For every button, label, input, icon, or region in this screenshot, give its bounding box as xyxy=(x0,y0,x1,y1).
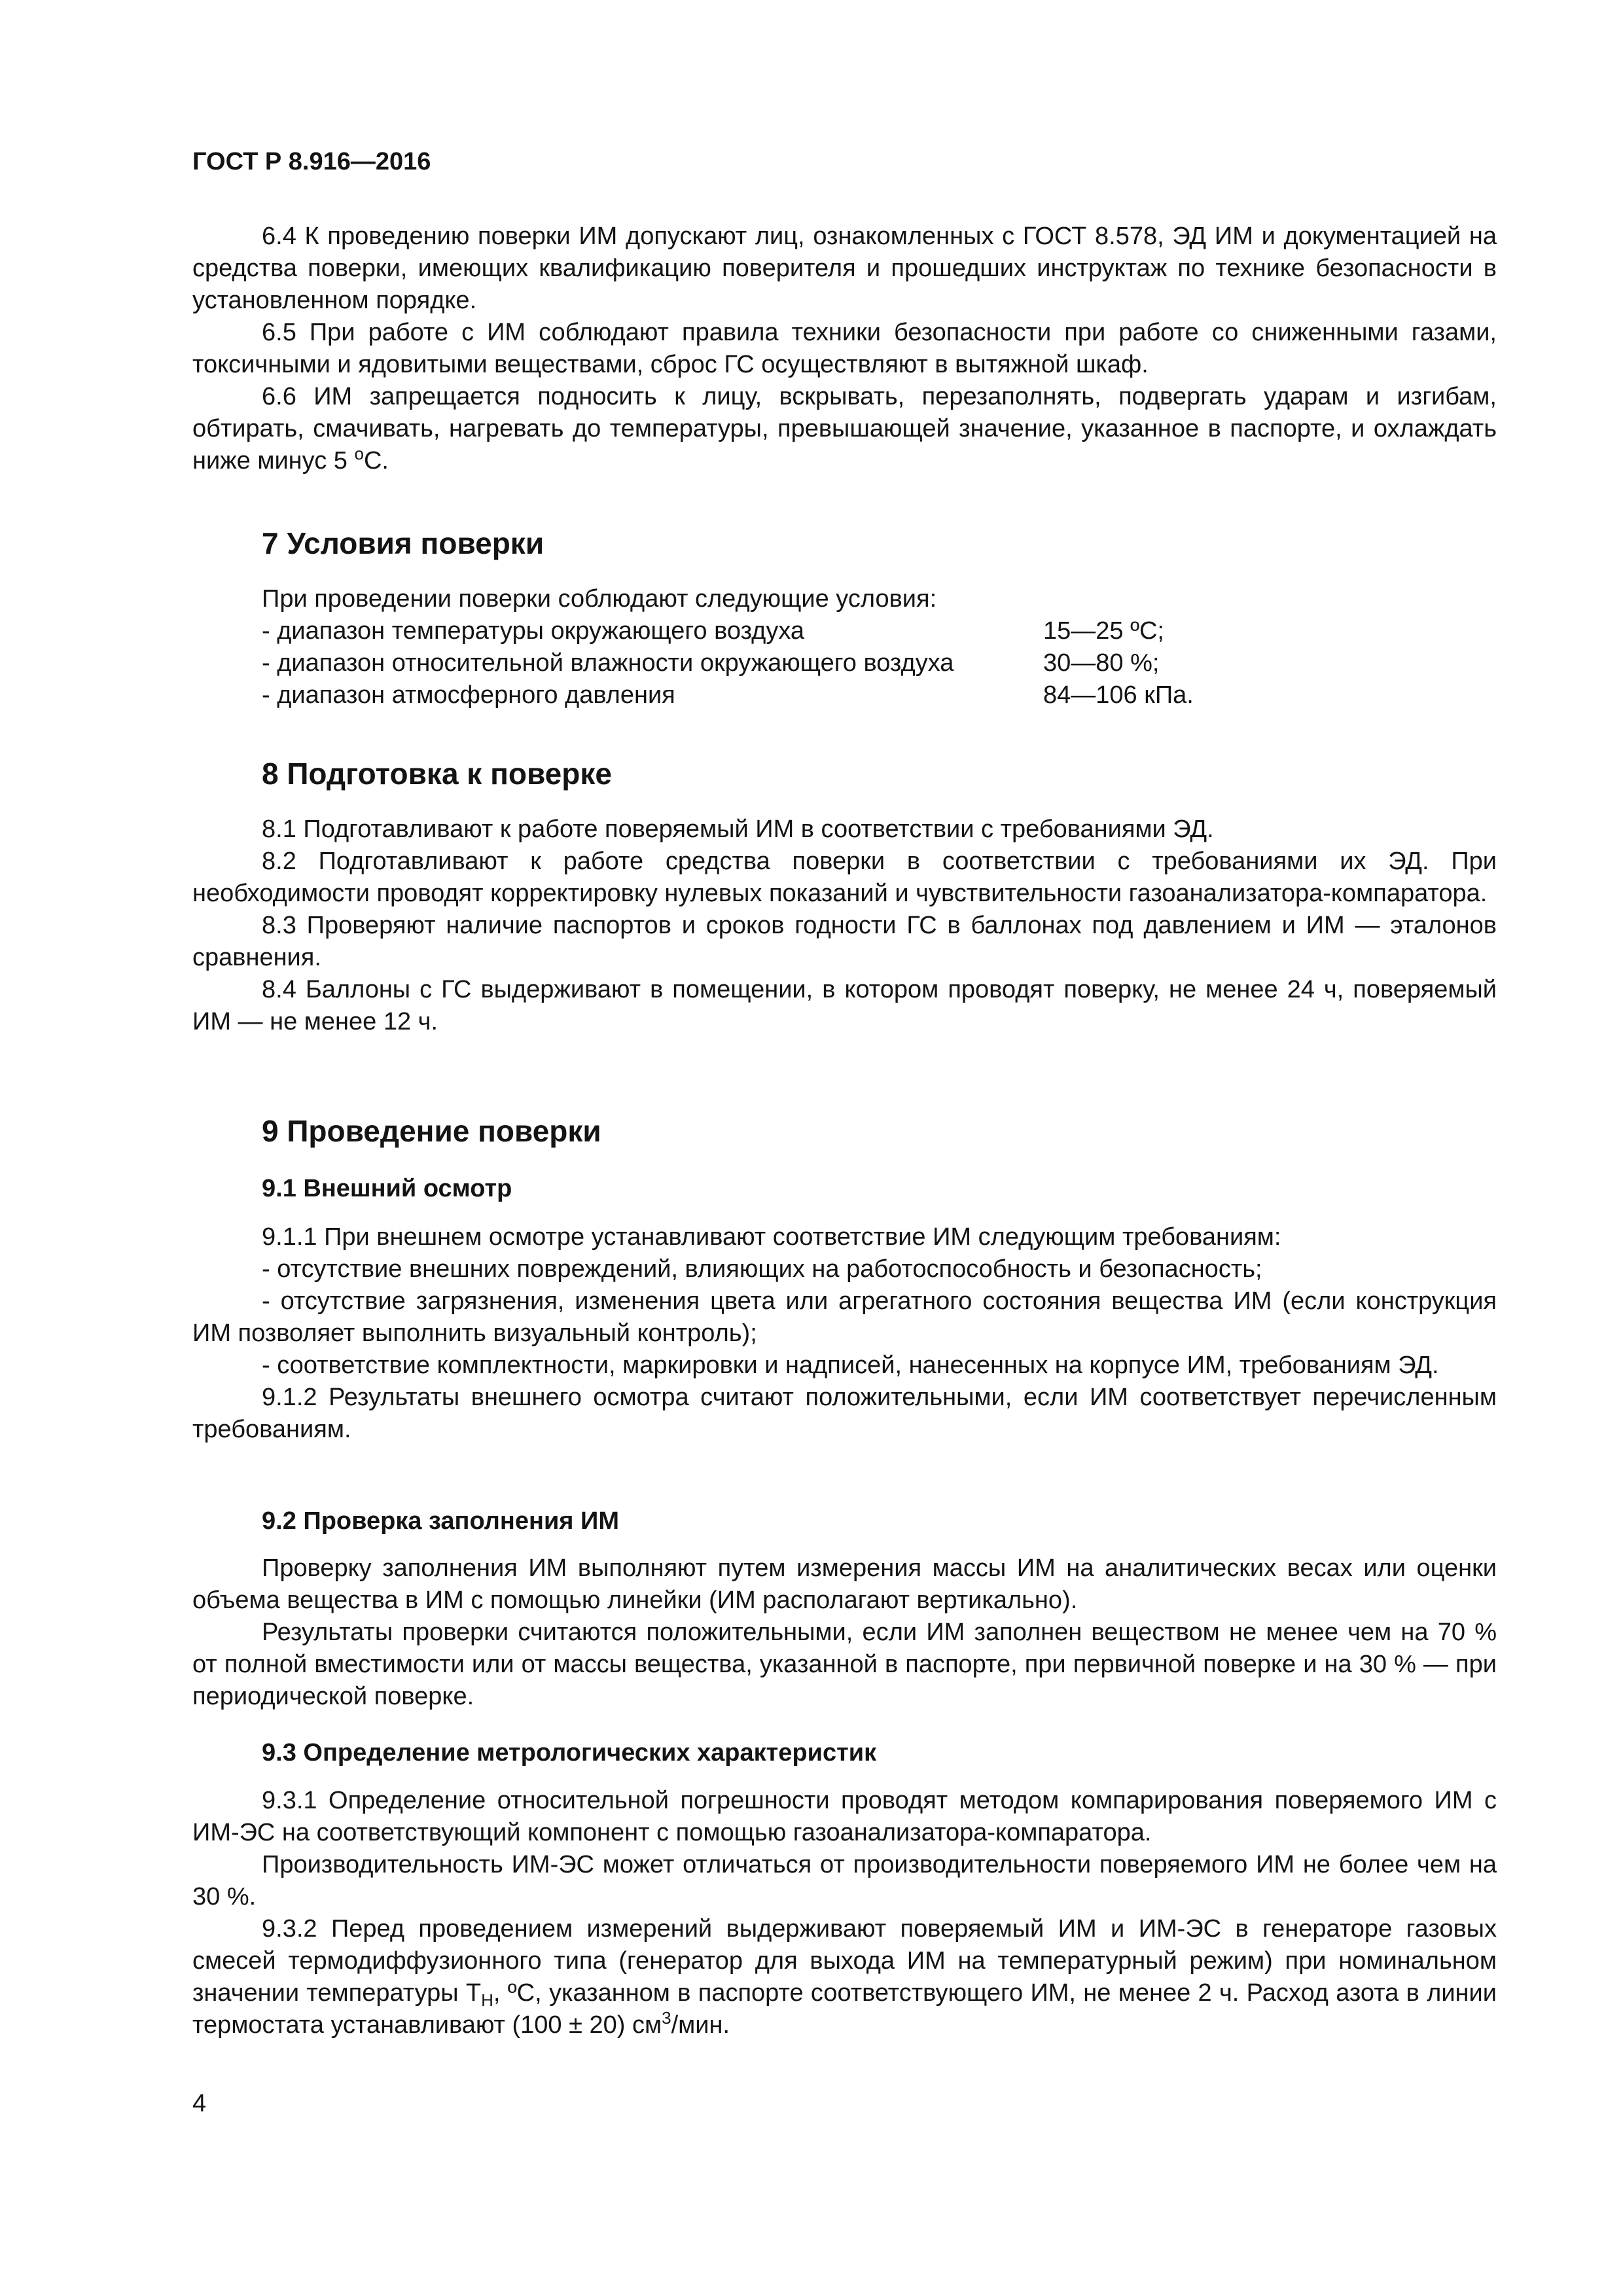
paragraph-8-1: 8.1 Подготавливают к работе поверяемый ИМ в соответствии с требованиями ЭД. xyxy=(262,816,1214,843)
condition-label: - диапазон атмосферного давления xyxy=(262,681,675,709)
section-9-2 xyxy=(192,1505,1497,1537)
conditions-intro: При проведении поверки соблюдают следующие условия: xyxy=(262,585,937,613)
paragraph-6-5: 6.5 При работе с ИМ соблюдают правила техники безопасности при работе со сниженными газами, токсичными и ядовитыми веществами, сброс ГС осуществляют в вытяжной шкаф. xyxy=(192,319,1497,378)
subsection-9-1-title: 9.1 Внешний осмотр xyxy=(262,1175,512,1202)
subsection-9-2-title: 9.2 Проверка заполнения ИМ xyxy=(262,1507,620,1535)
section-9-3 xyxy=(192,1737,1497,1769)
section-9-3-body xyxy=(192,1785,1497,2041)
paragraph-6-6 xyxy=(192,381,1497,477)
paragraph-9-3-2-text-a: 9.3.2 Перед проведением измерений выдерживают поверяемый ИМ и ИМ-ЭС в генераторе газовых смесей термодиффузионного типа (генератор для выхода ИМ на температурный режим) при номинальном значении температуры T xyxy=(192,1915,1497,2007)
paragraph-6-6-text: 6.6 ИМ запрещается подносить к лицу, вскрывать, перезаполнять, подвергать ударам и изгибам, обтирать, смачивать, нагревать до температуры, превышающей значение, указанное в паспорте, и охлаждать ниже минус 5 xyxy=(192,383,1497,475)
page-number: 4 xyxy=(192,2090,207,2117)
paragraph-9-1-2: 9.1.2 Результаты внешнего осмотра считают положительными, если ИМ соответствует перечисленным требованиям. xyxy=(192,1384,1497,1443)
section-9-1-body xyxy=(192,1221,1497,1446)
degree-superscript: о xyxy=(354,444,364,463)
paragraph-9-3-1: 9.3.1 Определение относительной погрешности проводят методом компарирования поверяемого ИМ с ИМ-ЭС на соответствующий компонент с помощью газоанализатора-компаратора. xyxy=(192,1787,1497,1846)
bullet-item: - отсутствие внешних повреждений, влияющих на работоспособность и безопасность; xyxy=(262,1255,1262,1283)
section-7-title: 7 Условия поверки xyxy=(262,526,544,560)
paragraph-9-1-1: 9.1.1 При внешнем осмотре устанавливают соответствие ИМ следующим требованиям: xyxy=(262,1223,1281,1251)
paragraph-9-3-2-text-c: /мин. xyxy=(671,2011,730,2039)
section-8-body xyxy=(192,814,1497,1038)
section-6-continued xyxy=(192,221,1497,477)
section-7-body xyxy=(192,583,1497,711)
section-9-title: 9 Проведение поверки xyxy=(262,1114,601,1148)
paragraph-6-6-unit: С. xyxy=(363,447,389,475)
nominal-subscript: Н xyxy=(481,1990,493,2010)
paragraph-9-2-1: Проверку заполнения ИМ выполняют путем измерения массы ИМ на аналитических весах или оценки объема вещества в ИМ с помощью линейки (ИМ располагают вертикально). xyxy=(192,1554,1497,1614)
bullet-item: - соответствие комплектности, маркировки и надписей, нанесенных на корпусе ИМ, требованиям ЭД. xyxy=(262,1352,1439,1379)
paragraph-8-2: 8.2 Подготавливают к работе средства поверки в соответствии с требованиями их ЭД. При необходимости проводят корректировку нулевых показаний и чувствительности газоанализатора-компаратора. xyxy=(192,848,1497,907)
section-8 xyxy=(192,754,1497,793)
paragraph-9-3-1-note: Производительность ИМ-ЭС может отличаться от производительности поверяемого ИМ не более чем на 30 %. xyxy=(192,1851,1497,1910)
cubic-superscript: 3 xyxy=(662,2008,671,2028)
section-7 xyxy=(192,524,1497,563)
section-8-title: 8 Подготовка к поверке xyxy=(262,757,612,791)
condition-label: - диапазон температуры окружающего воздуха xyxy=(262,617,805,645)
paragraph-9-2-2: Результаты проверки считаются положительными, если ИМ заполнен веществом не менее чем на 70 % от полной вместимости или от массы вещества, указанной в паспорте, при первичной поверке и на 30 % — при периодической поверке. xyxy=(192,1619,1497,1710)
bullet-item: - отсутствие загрязнения, изменения цвета или агрегатного состояния вещества ИМ (если конструкция ИМ позволяет выполнить визуальный контроль); xyxy=(192,1287,1497,1347)
condition-row xyxy=(262,647,1497,679)
section-9-1 xyxy=(192,1173,1497,1205)
conditions-list xyxy=(192,615,1497,711)
condition-row xyxy=(262,679,1497,711)
paragraph-9-3-2-text-b: , ºС, указанном в паспорте соответствующего ИМ, не менее 2 ч. Расход азота в линии термостата устанавливают (100 ± 20) см xyxy=(192,1979,1497,2039)
condition-value: 84—106 кПа. xyxy=(1043,681,1194,709)
section-9 xyxy=(192,1111,1497,1151)
section-9-2-body xyxy=(192,1552,1497,1713)
subsection-9-3-title: 9.3 Определение метрологических характеристик xyxy=(262,1739,877,1767)
paragraph-9-3-2 xyxy=(192,1913,1497,2041)
condition-value: 30—80 %; xyxy=(1043,649,1160,677)
paragraph-8-4: 8.4 Баллоны с ГС выдерживают в помещении, в котором проводят поверку, не менее 24 ч, поверяемый ИМ — не менее 12 ч. xyxy=(192,976,1497,1035)
paragraph-8-3: 8.3 Проверяют наличие паспортов и сроков годности ГС в баллонах под давлением и ИМ — эталонов сравнения. xyxy=(192,912,1497,971)
standard-code: ГОСТ Р 8.916—2016 xyxy=(192,148,431,175)
condition-row xyxy=(262,615,1497,647)
condition-value: 15—25 ºС; xyxy=(1043,617,1164,645)
paragraph-6-4: 6.4 К проведению поверки ИМ допускают лиц, ознакомленных с ГОСТ 8.578, ЭД ИМ и документацией на средства поверки, имеющих квалификацию поверителя и прошедших инструктаж по технике безопасности в установленном порядке. xyxy=(192,223,1497,314)
condition-label: - диапазон относительной влажности окружающего воздуха xyxy=(262,649,954,677)
